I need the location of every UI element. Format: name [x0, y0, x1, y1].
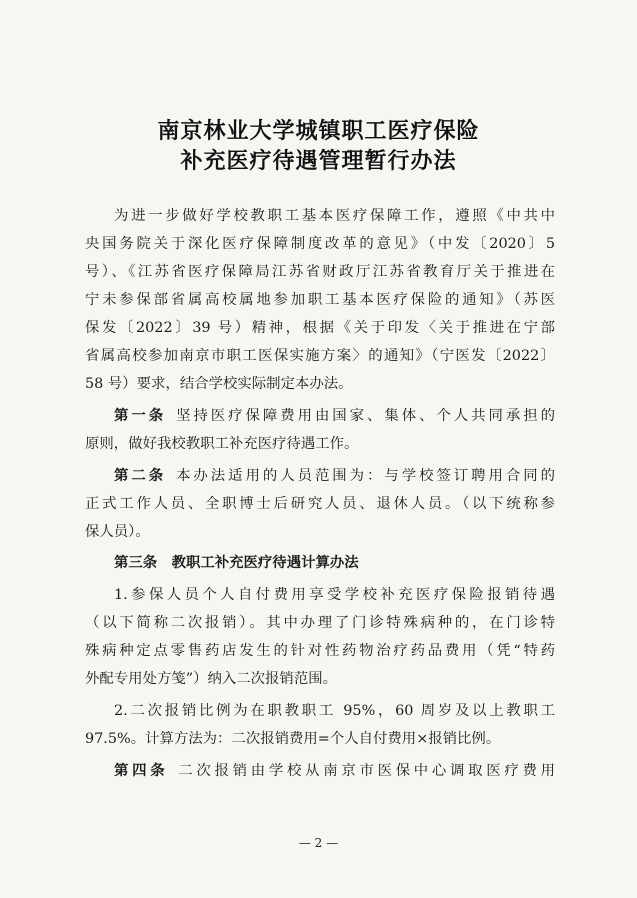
article-1-line: 原则，做好我校教职工补充医疗待遇工作。 — [85, 436, 359, 452]
article-3-item-1-line: 1.参保人员个人自付费用享受学校补充医疗保险报销待遇 — [114, 587, 555, 603]
article-1-line — [85, 406, 555, 426]
preamble-line: 号）、《江苏省医疗保障局江苏省财政厅江苏省教育厅关于推进在 — [85, 264, 555, 280]
article-2-line: 正式工作人员、全职博士后研究人员、退休人员。（以下统称参 — [85, 496, 555, 512]
preamble-line: 58 号）要求，结合学校实际制定本办法。 — [85, 376, 353, 392]
preamble-line: 省属高校参加南京市职工医保实施方案〉的通知》（宁医发〔2022〕 — [85, 348, 555, 364]
article-3-item-2-line: 97.5%。计算方法为：二次报销费用=个人自付费用×报销比例。 — [85, 731, 501, 747]
article-2-label: 第二条 — [114, 468, 167, 484]
preamble-line: 央国务院关于深化医疗保障制度改革的意见》（中发〔2020〕5 — [85, 236, 555, 252]
article-2-line: 保人员）。 — [85, 524, 150, 540]
article-1-label: 第一条 — [114, 408, 167, 424]
document-title-line-2: 补充医疗待遇管理暂行办法 — [180, 149, 457, 174]
article-3-item-1-line: 殊病种定点零售药店发生的针对性药物治疗药品费用（凭“特药 — [85, 643, 555, 659]
article-4-line — [85, 761, 555, 781]
article-4-label: 第四条 — [114, 763, 169, 779]
article-2-text: 本办法适用的人员范围为：与学校签订聘用合同的 — [176, 468, 555, 484]
document-title-line-1: 南京林业大学城镇职工医疗保险 — [157, 119, 480, 144]
preamble-line: 宁未参保部省属高校属地参加职工基本医疗保险的通知》（苏医 — [85, 292, 555, 308]
article-1-text: 坚持医疗保障费用由国家、集体、个人共同承担的 — [176, 408, 555, 424]
page-number: — 2 — — [298, 836, 339, 850]
article-3-heading: 第三条 教职工补充医疗待遇计算办法 — [114, 555, 359, 571]
article-3-item-1-line: 外配专用处方笺”）纳入二次报销范围。 — [85, 671, 337, 687]
preamble-line: 为进一步做好学校教职工基本医疗保障工作，遵照《中共中 — [114, 208, 555, 224]
article-3-item-1-line: （以下简称二次报销）。其中办理了门诊特殊病种的，在门诊特 — [85, 615, 555, 631]
article-3-item-2-line: 2.二次报销比例为在职教职工 95%，60 周岁及以上教职工 — [114, 703, 555, 719]
article-4-text: 二次报销由学校从南京市医保中心调取医疗费用 — [178, 763, 555, 779]
article-2-line — [85, 466, 555, 486]
preamble-line: 保发〔2022〕39 号）精神，根据《关于印发〈关于推进在宁部 — [85, 320, 555, 336]
